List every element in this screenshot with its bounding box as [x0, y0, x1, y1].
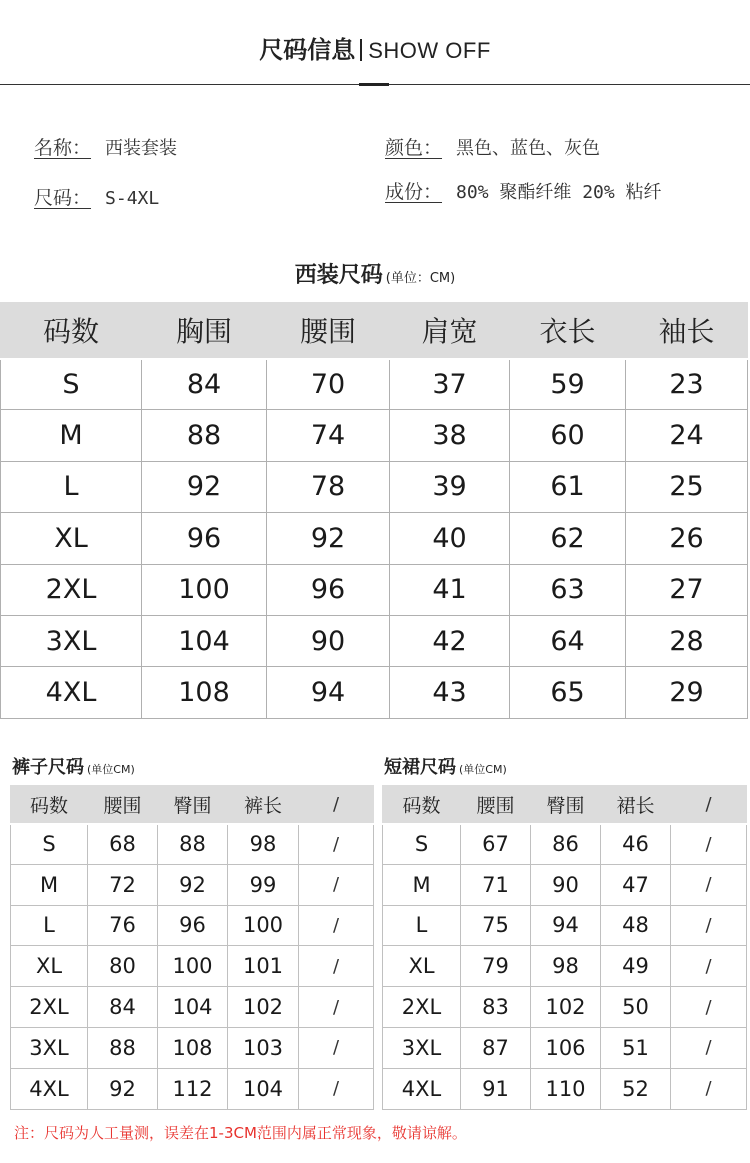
skirt-table-header-cell: 腰围: [461, 786, 531, 824]
skirt-table-row: [383, 946, 747, 987]
suit-table-cell: 42: [390, 615, 510, 666]
pants-table-cell: 72: [88, 864, 158, 905]
pants-table-header-cell: 裤长: [228, 786, 299, 824]
suit-table-cell: 43: [390, 667, 510, 718]
skirt-table-cell: 48: [601, 905, 671, 946]
pants-table-header-cell: 码数: [11, 786, 88, 824]
info-name-label: 名称：: [34, 137, 92, 159]
suit-table-cell: 62: [510, 513, 626, 564]
header-divider-accent: [359, 83, 389, 86]
info-name-value: 西装套装: [105, 138, 178, 159]
skirt-table-cell: XL: [383, 946, 461, 987]
suit-table-cell: 78: [267, 461, 390, 512]
suit-table-cell: 90: [267, 615, 390, 666]
page-title-zh: 尺码信息: [259, 36, 356, 64]
skirt-size-table: [382, 785, 747, 1110]
pants-table-cell: S: [11, 824, 88, 865]
suit-table-cell: S: [1, 359, 142, 410]
pants-table-cell: /: [299, 1027, 374, 1068]
suit-table-cell: L: [1, 461, 142, 512]
pants-size-title: [12, 755, 135, 783]
pants-table-cell: 108: [158, 1027, 228, 1068]
pants-table-cell: /: [299, 946, 374, 987]
suit-table-cell: 88: [142, 410, 267, 461]
skirt-table-cell: 86: [531, 824, 601, 865]
suit-table-cell: 65: [510, 667, 626, 718]
info-size-label: 尺码：: [34, 187, 92, 209]
pants-table-cell: /: [299, 1068, 374, 1109]
suit-table-cell: 74: [267, 410, 390, 461]
page-title: [0, 30, 750, 71]
skirt-table-cell: /: [671, 987, 747, 1028]
suit-table-row: [1, 513, 748, 564]
page-title-en: SHOW OFF: [368, 38, 491, 63]
pants-table-cell: 98: [228, 824, 299, 865]
skirt-table-header-cell: /: [671, 786, 747, 824]
suit-table-cell: 28: [626, 615, 748, 666]
pants-table-cell: 102: [228, 987, 299, 1028]
pants-table-cell: 2XL: [11, 987, 88, 1028]
skirt-table-cell: 71: [461, 864, 531, 905]
suit-table-header-row: [1, 303, 748, 359]
pants-table-cell: 100: [158, 946, 228, 987]
info-color-label: 颜色：: [385, 137, 443, 159]
skirt-table-cell: /: [671, 905, 747, 946]
suit-table-cell: 3XL: [1, 615, 142, 666]
pants-table-header-cell: /: [299, 786, 374, 824]
pants-table-cell: 3XL: [11, 1027, 88, 1068]
skirt-table-cell: 52: [601, 1068, 671, 1109]
skirt-table-cell: /: [671, 824, 747, 865]
info-material-label: 成份：: [385, 181, 443, 203]
pants-table-cell: L: [11, 905, 88, 946]
skirt-table-cell: 110: [531, 1068, 601, 1109]
pants-table-cell: 84: [88, 987, 158, 1028]
pants-table-row: [11, 987, 374, 1028]
pants-table-cell: 104: [158, 987, 228, 1028]
skirt-table-cell: /: [671, 1068, 747, 1109]
pants-size-unit: (单位CM): [87, 763, 135, 776]
skirt-table-cell: 79: [461, 946, 531, 987]
skirt-table-cell: 67: [461, 824, 531, 865]
suit-table-cell: 84: [142, 359, 267, 410]
suit-table-row: [1, 410, 748, 461]
pants-table-cell: 92: [158, 864, 228, 905]
suit-size-title: [0, 258, 750, 297]
skirt-table-cell: M: [383, 864, 461, 905]
info-size: [34, 184, 159, 213]
skirt-table-header-row: [383, 786, 747, 824]
skirt-table-cell: 50: [601, 987, 671, 1028]
pants-table-cell: 4XL: [11, 1068, 88, 1109]
suit-table-cell: 2XL: [1, 564, 142, 615]
pants-table-cell: 101: [228, 946, 299, 987]
skirt-table-cell: 98: [531, 946, 601, 987]
skirt-table-header-cell: 码数: [383, 786, 461, 824]
skirt-table-cell: L: [383, 905, 461, 946]
suit-table-cell: 61: [510, 461, 626, 512]
skirt-table-cell: 91: [461, 1068, 531, 1109]
skirt-size-title-text: 短裙尺码: [384, 757, 456, 778]
pants-table-cell: 96: [158, 905, 228, 946]
pants-table-cell: 103: [228, 1027, 299, 1068]
info-material-value: 80% 聚酯纤维 20% 粘纤: [456, 182, 662, 203]
suit-table-header-cell: 胸围: [142, 303, 267, 359]
suit-table-row: [1, 359, 748, 410]
suit-size-title-text: 西装尺码: [294, 263, 383, 288]
suit-table-header-cell: 码数: [1, 303, 142, 359]
suit-table-header-cell: 袖长: [626, 303, 748, 359]
pants-table-cell: 92: [88, 1068, 158, 1109]
skirt-table-row: [383, 824, 747, 865]
skirt-table-cell: 47: [601, 864, 671, 905]
skirt-size-unit: (单位CM): [459, 763, 507, 776]
suit-table-cell: 59: [510, 359, 626, 410]
skirt-table-row: [383, 1027, 747, 1068]
pants-table-cell: 88: [88, 1027, 158, 1068]
skirt-table-cell: 46: [601, 824, 671, 865]
pants-size-title-text: 裤子尺码: [12, 757, 84, 778]
skirt-table-cell: 75: [461, 905, 531, 946]
skirt-table-cell: 2XL: [383, 987, 461, 1028]
pants-table-cell: /: [299, 824, 374, 865]
skirt-table-header-cell: 臀围: [531, 786, 601, 824]
suit-table-cell: 37: [390, 359, 510, 410]
suit-table-cell: 60: [510, 410, 626, 461]
skirt-table-cell: 102: [531, 987, 601, 1028]
pants-table-cell: 76: [88, 905, 158, 946]
pants-table-cell: M: [11, 864, 88, 905]
suit-table-row: [1, 615, 748, 666]
suit-table-cell: 92: [267, 513, 390, 564]
skirt-table-cell: 94: [531, 905, 601, 946]
pants-table-row: [11, 1068, 374, 1109]
suit-table-cell: 108: [142, 667, 267, 718]
skirt-table-cell: /: [671, 864, 747, 905]
skirt-table-cell: S: [383, 824, 461, 865]
suit-table-header-cell: 衣长: [510, 303, 626, 359]
skirt-table-row: [383, 1068, 747, 1109]
pants-table-cell: 99: [228, 864, 299, 905]
suit-table-cell: 4XL: [1, 667, 142, 718]
suit-size-table: [0, 302, 748, 719]
suit-table-cell: 96: [142, 513, 267, 564]
suit-table-cell: 100: [142, 564, 267, 615]
pants-table-row: [11, 946, 374, 987]
suit-table-cell: 94: [267, 667, 390, 718]
measurement-note: 注：尺码为人工量测，误差在1-3CM范围内属正常现象，敬请谅解。: [14, 1124, 467, 1142]
skirt-table-cell: /: [671, 946, 747, 987]
skirt-table-cell: 51: [601, 1027, 671, 1068]
pants-table-cell: 88: [158, 824, 228, 865]
suit-table-cell: M: [1, 410, 142, 461]
pants-size-table: [10, 785, 374, 1110]
pants-table-cell: 112: [158, 1068, 228, 1109]
skirt-table-header-cell: 裙长: [601, 786, 671, 824]
suit-table-header-cell: 腰围: [267, 303, 390, 359]
suit-table-cell: 70: [267, 359, 390, 410]
suit-table-cell: 27: [626, 564, 748, 615]
pants-table-header-cell: 臀围: [158, 786, 228, 824]
suit-table-cell: 39: [390, 461, 510, 512]
pants-table-cell: 100: [228, 905, 299, 946]
suit-table-cell: 41: [390, 564, 510, 615]
skirt-table-cell: 49: [601, 946, 671, 987]
skirt-table-row: [383, 905, 747, 946]
pants-table-cell: 68: [88, 824, 158, 865]
suit-table-header-cell: 肩宽: [390, 303, 510, 359]
skirt-table-cell: 4XL: [383, 1068, 461, 1109]
info-material: [385, 178, 662, 207]
skirt-table-cell: /: [671, 1027, 747, 1068]
suit-table-cell: 63: [510, 564, 626, 615]
pants-table-row: [11, 1027, 374, 1068]
suit-table-cell: 23: [626, 359, 748, 410]
pants-table-cell: /: [299, 905, 374, 946]
skirt-table-cell: 90: [531, 864, 601, 905]
suit-table-cell: 96: [267, 564, 390, 615]
info-size-value: S-4XL: [105, 188, 160, 209]
info-color-value: 黑色、蓝色、灰色: [456, 138, 601, 159]
suit-table-cell: 64: [510, 615, 626, 666]
suit-table-cell: 38: [390, 410, 510, 461]
pants-table-row: [11, 864, 374, 905]
suit-table-cell: 92: [142, 461, 267, 512]
info-color: [385, 134, 600, 163]
skirt-table-cell: 3XL: [383, 1027, 461, 1068]
pants-table-cell: 80: [88, 946, 158, 987]
skirt-table-cell: 106: [531, 1027, 601, 1068]
suit-table-cell: 40: [390, 513, 510, 564]
pants-table-cell: 104: [228, 1068, 299, 1109]
pants-table-cell: /: [299, 987, 374, 1028]
pants-table-row: [11, 824, 374, 865]
skirt-table-cell: 87: [461, 1027, 531, 1068]
suit-table-row: [1, 667, 748, 718]
pants-table-header-row: [11, 786, 374, 824]
pants-table-cell: /: [299, 864, 374, 905]
suit-table-cell: 29: [626, 667, 748, 718]
info-name: [34, 134, 177, 163]
skirt-table-row: [383, 987, 747, 1028]
suit-table-cell: 104: [142, 615, 267, 666]
suit-table-cell: 26: [626, 513, 748, 564]
pants-table-row: [11, 905, 374, 946]
suit-table-cell: XL: [1, 513, 142, 564]
suit-table-cell: 25: [626, 461, 748, 512]
suit-table-cell: 24: [626, 410, 748, 461]
suit-table-row: [1, 564, 748, 615]
title-separator: [360, 39, 362, 61]
pants-table-cell: XL: [11, 946, 88, 987]
suit-table-row: [1, 461, 748, 512]
skirt-size-title: [384, 755, 507, 783]
suit-size-unit: (单位：CM): [385, 271, 456, 286]
pants-table-header-cell: 腰围: [88, 786, 158, 824]
skirt-table-row: [383, 864, 747, 905]
skirt-table-cell: 83: [461, 987, 531, 1028]
